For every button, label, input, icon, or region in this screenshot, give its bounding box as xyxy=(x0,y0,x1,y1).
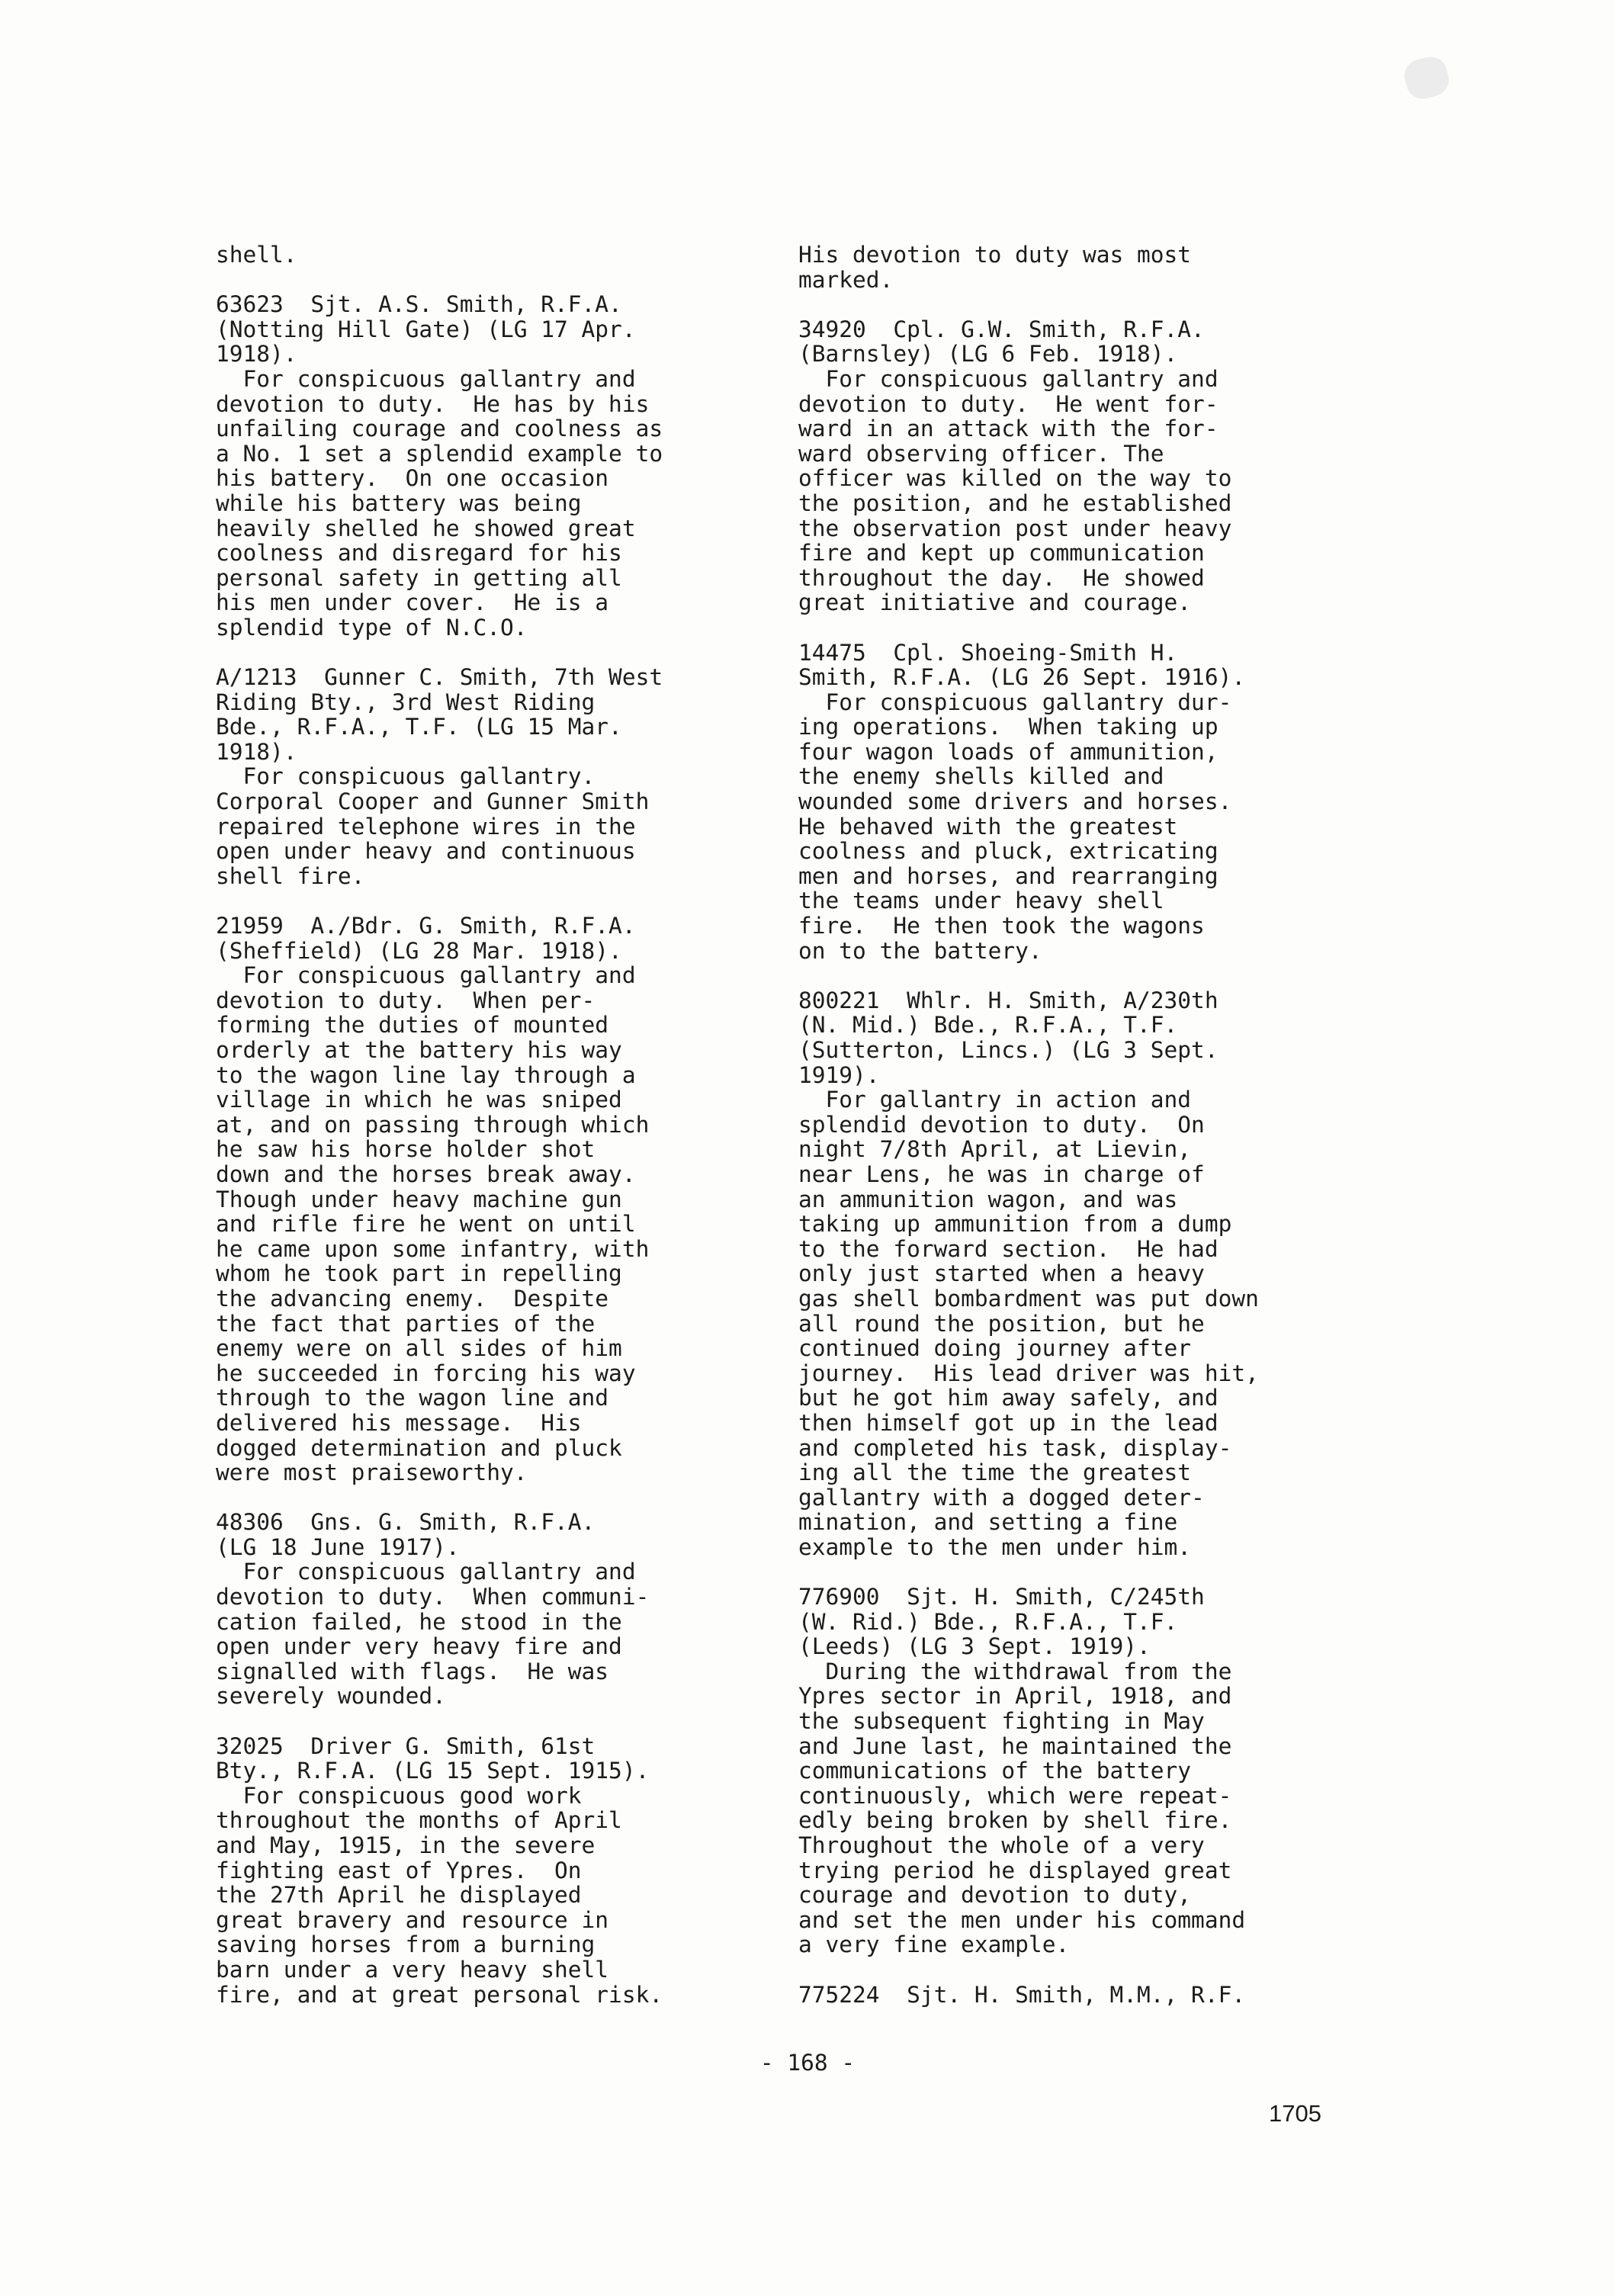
left-column xyxy=(216,242,750,2007)
text-line: dogged determination and pluck xyxy=(216,1434,622,1461)
text-line: to the wagon line lay through a xyxy=(216,1061,636,1088)
text-line: splendid type of N.C.O. xyxy=(216,614,528,641)
text-line: Though under heavy machine gun xyxy=(216,1186,622,1212)
text-line: 775224 Sjt. H. Smith, M.M., R.F. xyxy=(798,1981,1246,2008)
text-line: For gallantry in action and xyxy=(798,1087,1192,1113)
text-line: (Sutterton, Lincs.) (LG 3 Sept. xyxy=(798,1037,1218,1063)
text-line: the enemy shells killed and xyxy=(798,763,1164,790)
text-line: ward observing officer. The xyxy=(798,440,1164,467)
text-line: His devotion to duty was most xyxy=(798,242,1192,268)
text-line: cation failed, he stood in the xyxy=(216,1608,622,1635)
text-line: devotion to duty. He has by his xyxy=(216,390,650,417)
text-line: Throughout the whole of a very xyxy=(798,1832,1205,1858)
text-line: Ypres sector in April, 1918, and xyxy=(798,1683,1232,1710)
text-line: He behaved with the greatest xyxy=(798,813,1178,840)
text-line: coolness and pluck, extricating xyxy=(798,838,1218,865)
text-line: gas shell bombardment was put down xyxy=(798,1285,1259,1312)
text-line: orderly at the battery his way xyxy=(216,1037,622,1063)
text-line: fire and kept up communication xyxy=(798,540,1205,567)
text-line: Smith, R.F.A. (LG 26 Sept. 1916). xyxy=(798,664,1246,691)
text-line: then himself got up in the lead xyxy=(798,1409,1218,1436)
paragraph-gap xyxy=(798,1957,1332,1983)
text-line: at, and on passing through which xyxy=(216,1111,650,1138)
text-line: the subsequent fighting in May xyxy=(798,1708,1205,1735)
text-line: During the withdrawal from the xyxy=(798,1658,1232,1684)
text-line: For conspicuous gallantry. xyxy=(216,763,596,790)
text-line: 1919). xyxy=(798,1061,880,1088)
text-line: all round the position, but he xyxy=(798,1310,1205,1337)
text-line: barn under a very heavy shell xyxy=(216,1956,609,1983)
text-line: 32025 Driver G. Smith, 61st xyxy=(216,1732,596,1759)
text-line: taking up ammunition from a dump xyxy=(798,1211,1232,1238)
text-line: fire, and at great personal risk. xyxy=(216,1981,663,2008)
text-line: 800221 Whlr. H. Smith, A/230th xyxy=(798,987,1218,1013)
text-line: a very fine example. xyxy=(798,1932,1070,1958)
text-line: coolness and disregard for his xyxy=(216,540,622,567)
text-line: night 7/8th April, at Lievin, xyxy=(798,1136,1192,1163)
text-line: a No. 1 set a splendid example to xyxy=(216,440,663,467)
text-line: gallantry with a dogged deter- xyxy=(798,1484,1205,1511)
text-line: heavily shelled he showed great xyxy=(216,515,636,541)
text-line: (W. Rid.) Bde., R.F.A., T.F. xyxy=(798,1608,1178,1635)
text-line: only just started when a heavy xyxy=(798,1260,1205,1287)
text-line: an ammunition wagon, and was xyxy=(798,1186,1178,1212)
text-line: continued doing journey after xyxy=(798,1335,1192,1362)
text-line: 776900 Sjt. H. Smith, C/245th xyxy=(798,1584,1205,1610)
text-line: 1918). xyxy=(216,738,297,765)
text-line: on to the battery. xyxy=(798,937,1042,964)
text-line: his men under cover. He is a xyxy=(216,589,609,616)
text-line: mination, and setting a fine xyxy=(798,1509,1178,1536)
paragraph-gap xyxy=(798,963,1332,988)
text-line: throughout the day. He showed xyxy=(798,564,1205,591)
page-number: - 168 - xyxy=(759,2050,856,2076)
text-line: four wagon loads of ammunition, xyxy=(798,738,1218,765)
paragraph-gap xyxy=(216,268,750,293)
text-line: saving horses from a burning xyxy=(216,1932,596,1958)
text-line: ing operations. When taking up xyxy=(798,714,1218,740)
text-line: great initiative and courage. xyxy=(798,589,1192,616)
text-line: Bty., R.F.A. (LG 15 Sept. 1915). xyxy=(216,1758,650,1784)
text-line: edly being broken by shell fire. xyxy=(798,1807,1232,1834)
text-line: open under very heavy fire and xyxy=(216,1633,622,1660)
text-line: courage and devotion to duty, xyxy=(798,1882,1192,1909)
scan-mark xyxy=(1401,53,1453,103)
text-line: to the forward section. He had xyxy=(798,1235,1218,1262)
text-line: repaired telephone wires in the xyxy=(216,813,636,840)
text-line: shell fire. xyxy=(216,862,365,889)
text-line: 1918). xyxy=(216,341,297,368)
text-line: continuously, which were repeat- xyxy=(798,1782,1232,1809)
text-line: Corporal Cooper and Gunner Smith xyxy=(216,788,650,815)
text-line: splendid devotion to duty. On xyxy=(798,1111,1205,1138)
text-line: 21959 A./Bdr. G. Smith, R.F.A. xyxy=(216,913,636,939)
text-line: For conspicuous gallantry and xyxy=(216,1559,636,1585)
text-line: fighting east of Ypres. On xyxy=(216,1857,582,1883)
text-line: he succeeded in forcing his way xyxy=(216,1360,636,1386)
text-line: 48306 Gns. G. Smith, R.F.A. xyxy=(216,1509,596,1536)
paragraph-gap xyxy=(216,1709,750,1734)
paragraph-gap xyxy=(216,1485,750,1511)
right-column xyxy=(798,242,1332,2007)
text-line: devotion to duty. He went for- xyxy=(798,390,1218,417)
text-line: ward in an attack with the for- xyxy=(798,416,1218,442)
text-line: but he got him away safely, and xyxy=(798,1385,1218,1411)
text-line: the 27th April he displayed xyxy=(216,1882,582,1909)
text-line: village in which he was sniped xyxy=(216,1087,622,1113)
text-line: journey. His lead driver was hit, xyxy=(798,1360,1259,1386)
text-line: (Notting Hill Gate) (LG 17 Apr. xyxy=(216,316,636,342)
text-line: signalled with flags. He was xyxy=(216,1658,609,1684)
text-line: he came upon some infantry, with xyxy=(216,1235,650,1262)
text-line: For conspicuous good work xyxy=(216,1782,582,1809)
paragraph-gap xyxy=(216,888,750,914)
text-line: whom he took part in repelling xyxy=(216,1260,622,1287)
text-line: (Leeds) (LG 3 Sept. 1919). xyxy=(798,1633,1151,1660)
text-line: the observation post under heavy xyxy=(798,515,1232,541)
text-line: he saw his horse holder shot xyxy=(216,1136,596,1163)
text-line: devotion to duty. When per- xyxy=(216,987,596,1013)
text-line: and June last, he maintained the xyxy=(798,1732,1232,1759)
text-line: marked. xyxy=(798,266,894,293)
text-line: ing all the time the greatest xyxy=(798,1459,1192,1486)
text-line: (Barnsley) (LG 6 Feb. 1918). xyxy=(798,341,1178,368)
text-line: while his battery was being xyxy=(216,490,582,516)
paragraph-gap xyxy=(798,1559,1332,1585)
text-line: were most praiseworthy. xyxy=(216,1459,528,1486)
text-line: devotion to duty. When communi- xyxy=(216,1584,650,1610)
text-line: down and the horses break away. xyxy=(216,1161,636,1187)
text-line: delivered his message. His xyxy=(216,1409,582,1436)
text-line: and rifle fire he went on until xyxy=(216,1211,636,1238)
text-line: the fact that parties of the xyxy=(216,1310,596,1337)
text-line: and May, 1915, in the severe xyxy=(216,1832,596,1858)
text-line: fire. He then took the wagons xyxy=(798,913,1205,939)
text-line: (Sheffield) (LG 28 Mar. 1918). xyxy=(216,937,622,964)
text-line: 63623 Sjt. A.S. Smith, R.F.A. xyxy=(216,291,622,318)
text-line: the advancing enemy. Despite xyxy=(216,1285,609,1312)
text-line: For conspicuous gallantry and xyxy=(216,365,636,392)
text-line: 14475 Cpl. Shoeing-Smith H. xyxy=(798,639,1178,666)
text-line: For conspicuous gallantry and xyxy=(216,962,636,989)
text-line: through to the wagon line and xyxy=(216,1385,609,1411)
text-line: wounded some drivers and horses. xyxy=(798,788,1232,815)
text-line: Bde., R.F.A., T.F. (LG 15 Mar. xyxy=(216,714,622,740)
paragraph-gap xyxy=(798,292,1332,317)
text-line: and set the men under his command xyxy=(798,1906,1246,1933)
text-line: communications of the battery xyxy=(798,1758,1192,1784)
text-line: For conspicuous gallantry dur- xyxy=(798,689,1232,715)
text-line: forming the duties of mounted xyxy=(216,1012,609,1039)
text-line: (N. Mid.) Bde., R.F.A., T.F. xyxy=(798,1012,1178,1039)
text-line: severely wounded. xyxy=(216,1683,446,1710)
text-line: open under heavy and continuous xyxy=(216,838,636,865)
text-line: men and horses, and rearranging xyxy=(798,862,1218,889)
folio-number: 1705 xyxy=(1269,2100,1321,2127)
text-line: enemy were on all sides of him xyxy=(216,1335,622,1362)
text-line: Riding Bty., 3rd West Riding xyxy=(216,689,596,715)
text-line: example to the men under him. xyxy=(798,1533,1192,1560)
text-line: shell. xyxy=(216,242,297,268)
text-line: throughout the months of April xyxy=(216,1807,622,1834)
paragraph-gap xyxy=(798,615,1332,641)
text-line: the teams under heavy shell xyxy=(798,888,1164,914)
text-line: personal safety in getting all xyxy=(216,564,622,591)
text-line: 34920 Cpl. G.W. Smith, R.F.A. xyxy=(798,316,1205,342)
text-line: and completed his task, display- xyxy=(798,1434,1232,1461)
text-line: (LG 18 June 1917). xyxy=(216,1533,460,1560)
text-line: near Lens, he was in charge of xyxy=(798,1161,1205,1187)
paragraph-gap xyxy=(216,641,750,666)
text-line: the position, and he established xyxy=(798,490,1232,516)
text-line: his battery. On one occasion xyxy=(216,465,609,492)
text-line: trying period he displayed great xyxy=(798,1857,1232,1883)
text-line: officer was killed on the way to xyxy=(798,465,1232,492)
text-line: A/1213 Gunner C. Smith, 7th West xyxy=(216,664,663,691)
text-line: For conspicuous gallantry and xyxy=(798,365,1218,392)
text-line: great bravery and resource in xyxy=(216,1906,609,1933)
text-line: unfailing courage and coolness as xyxy=(216,416,663,442)
